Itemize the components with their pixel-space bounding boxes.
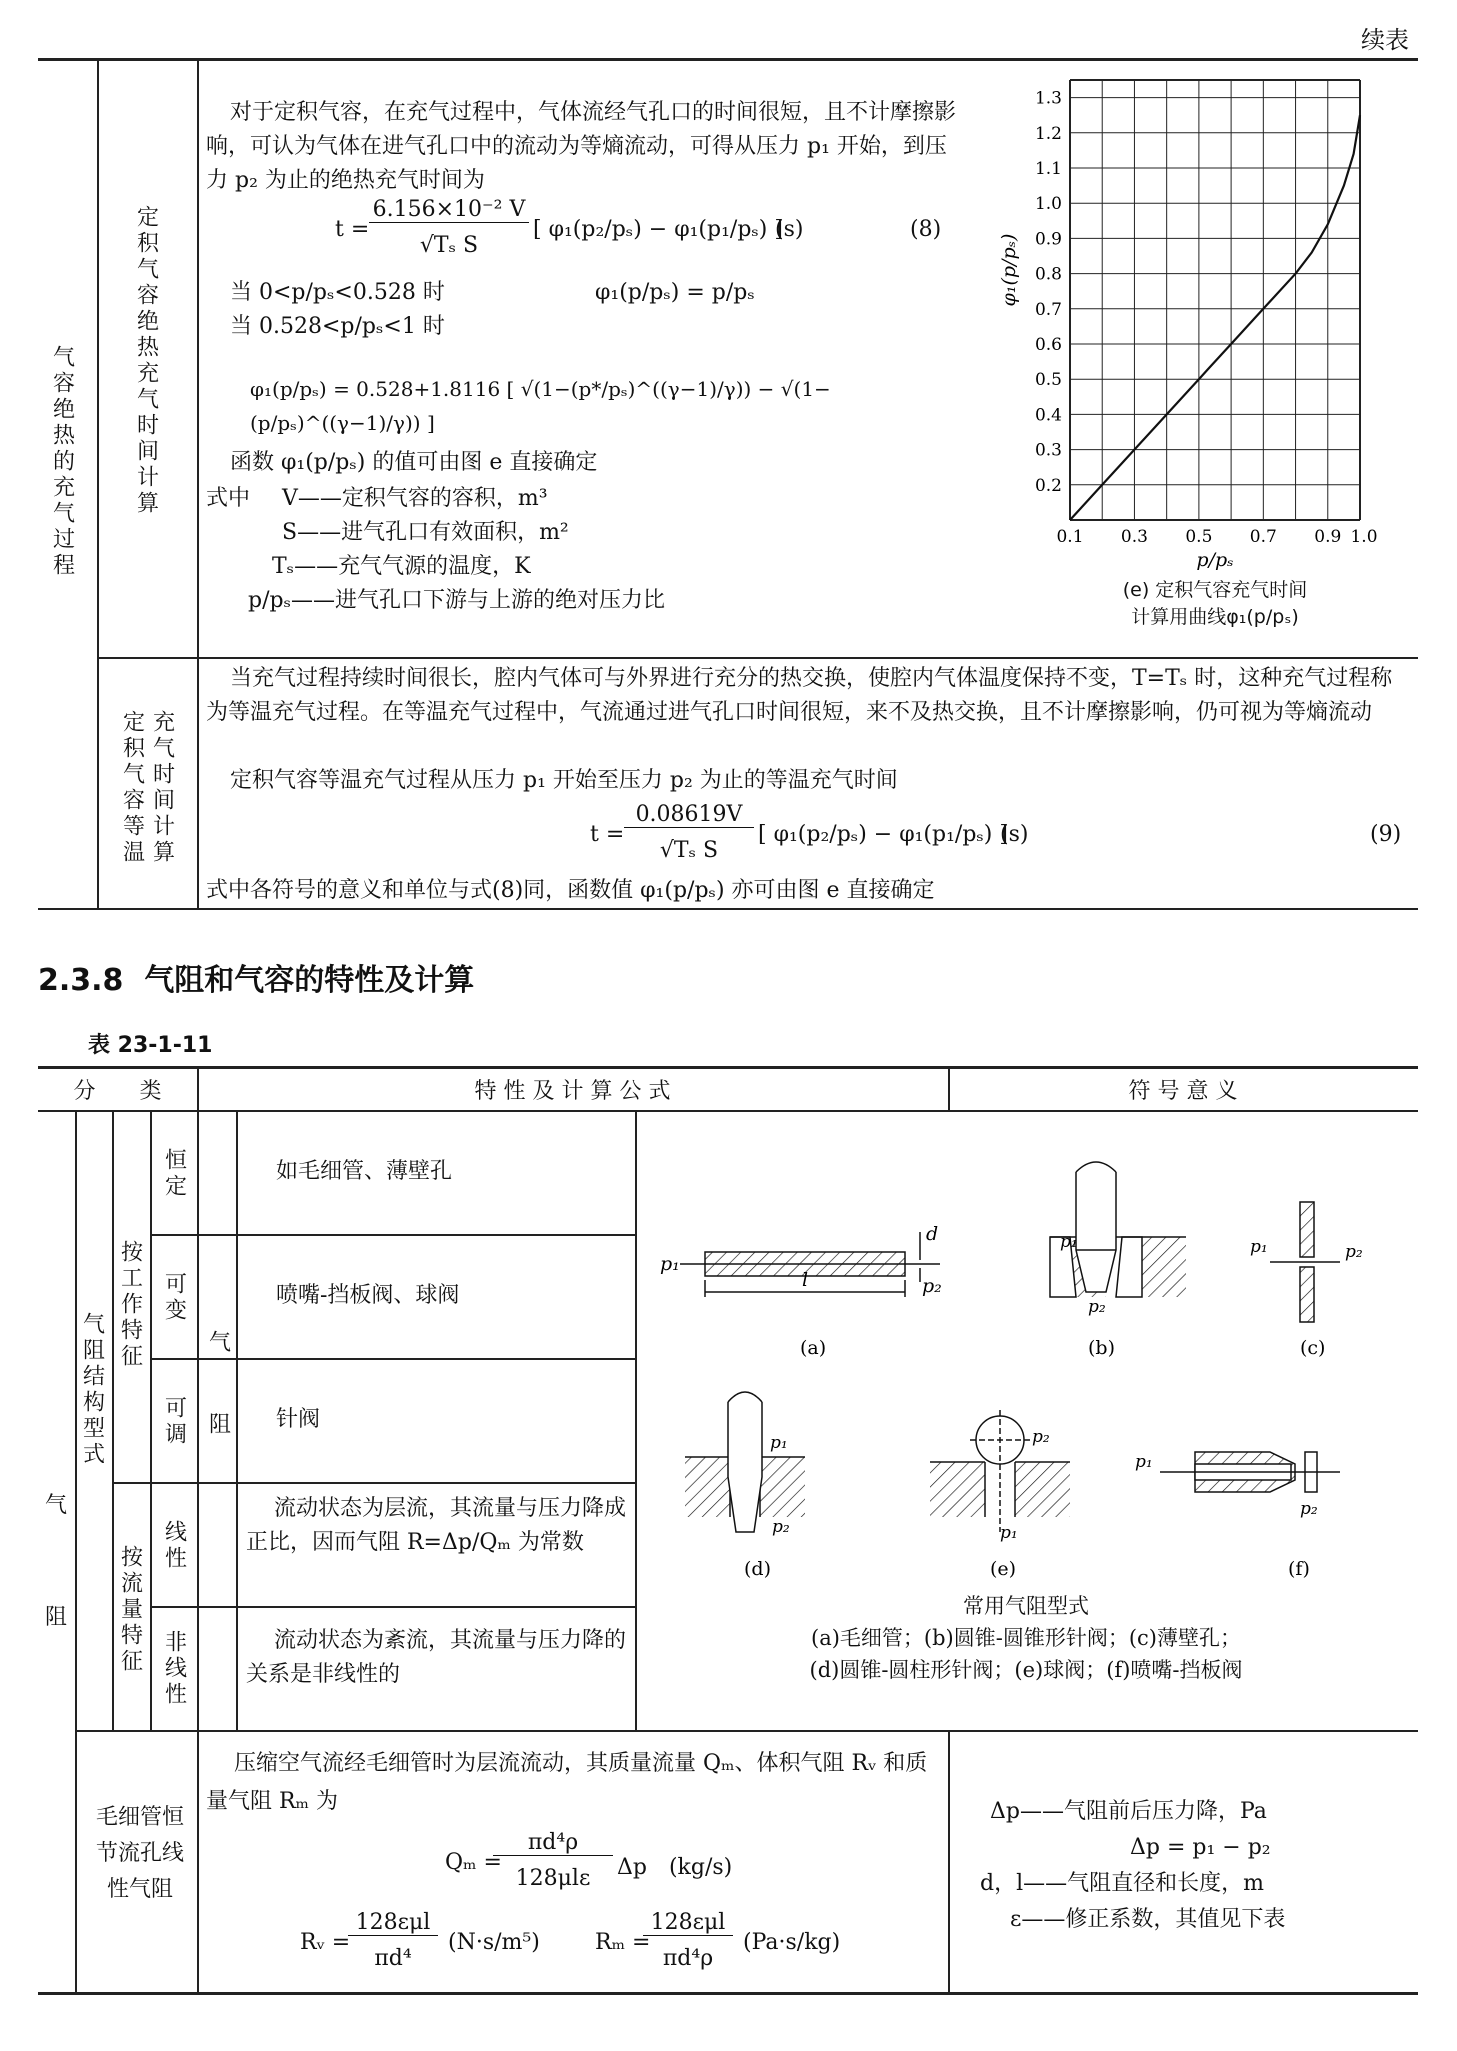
y-tick-label: 1.0: [1034, 194, 1062, 215]
svg-text:p₂: p₂: [1300, 1499, 1318, 1519]
continued-label: 续表: [1361, 26, 1409, 54]
svg-text:p₁: p₁: [1000, 1523, 1018, 1543]
y-axis-label: φ₁(p/pₛ): [998, 233, 1020, 307]
x-axis-label: p/pₛ: [1196, 549, 1234, 571]
eq-Qm: Qₘ = πd⁴ρ 128μlε Δp (kg/s): [445, 1830, 733, 1891]
fig-title: 常用气阻型式: [963, 1594, 1089, 1618]
cond1-eq: φ₁(p/pₛ) = p/pₛ: [595, 280, 755, 305]
svg-text:p₁: p₁: [1135, 1452, 1153, 1472]
eq8: t = 6.156×10⁻² V √Tₛ S [ φ₁(p₂/pₛ) − φ₁(p₁/pₛ) ] (s) (8): [335, 197, 942, 258]
top-rule: [38, 58, 1418, 61]
chart-caption-2: 计算用曲线φ₁(p/pₛ): [1131, 606, 1299, 628]
fig-legend-2: (d)圆锥-圆柱形针阀；(e)球阀；(f)喷嘴-挡板阀: [809, 1658, 1243, 1682]
cat-kebian: 可变: [161, 1272, 187, 1324]
cat-feixian: 非线性: [161, 1630, 187, 1708]
table-number: 表 23-1-11: [88, 1033, 213, 1058]
fig-e-label: (e): [990, 1558, 1017, 1580]
x-tick-label: 0.5: [1185, 527, 1213, 547]
struct-type: 气阻结构型式: [79, 1312, 105, 1468]
y-tick-label: 0.9: [1034, 229, 1062, 250]
row1-intro: 对于定积气容，在充气过程中，气体流经气孔口的时间很短，且不计摩擦影响，可认为气体在进气孔口中的流动为等熵流动，可得从压力 p₁ 开始，到压力 p₂ 为止的绝热充气时间为: [206, 100, 957, 193]
row2-text1: 当充气过程持续时间很长，腔内气体可与外界进行充分的热交换，使腔内气体温度保持不变，T=Tₛ 时，这种充气过程称为等温充气过程。在等温充气过程中，气流通过进气孔口时间很短，来不及热交换，且不计摩擦影响，仍可视为等熵流动: [206, 666, 1393, 725]
desc-feixian: 流动状态为紊流，其流量与压力降的关系是非线性的: [246, 1628, 627, 1687]
sym-eps: ε——修正系数，其值见下表: [1010, 1907, 1286, 1932]
phi-chart: [985, 72, 1405, 632]
head-formula: 特 性 及 计 算 公 式: [474, 1079, 671, 1104]
y-tick-label: 0.6: [1034, 335, 1062, 355]
cat-xian: 线性: [161, 1520, 187, 1572]
svg-text:p₁: p₁: [770, 1433, 788, 1453]
desc-kebian: 喷嘴-挡板阀、球阀: [276, 1283, 460, 1308]
fig-d-label: (d): [744, 1558, 771, 1580]
fig-a-label: (a): [800, 1337, 827, 1359]
fig-b-needle-valve: [1050, 1162, 1186, 1297]
svg-text:p₂: p₂: [772, 1517, 790, 1537]
row2-text2: 定积气容等温充气过程从压力 p₁ 开始至压力 p₂ 为止的等温充气时间: [230, 768, 898, 793]
y-tick-label: 1.2: [1034, 123, 1062, 144]
y-tick-label: 0.4: [1034, 405, 1062, 426]
x-tick-label: 0.3: [1120, 527, 1148, 547]
sym-dp-eq: Δp = p₁ − p₂: [1130, 1835, 1271, 1860]
cat-heng: 恒定: [161, 1148, 187, 1200]
func-note: 函数 φ₁(p/pₛ) 的值可由图 e 直接确定: [230, 450, 598, 475]
y-tick-label: 1.3: [1034, 88, 1062, 109]
gas-resistance-figures: [640, 1112, 1415, 1612]
eq-Rm: Rₘ = 128εμl πd⁴ρ (Pa·s/kg): [595, 1910, 841, 1971]
fig-a-capillary: [680, 1232, 940, 1297]
sym-dl: d，l——气阻直径和长度，m: [980, 1871, 1264, 1896]
eq9: t = 0.08619V √Tₛ S [ φ₁(p₂/pₛ) − φ₁(p₁/pₛ) ] (s) (9): [590, 802, 1402, 863]
svg-text:p₂: p₂: [1032, 1427, 1050, 1447]
section-label: 气容绝热的充气过程: [49, 345, 75, 579]
row2-text3: 式中各符号的意义和单位与式(8)同，函数值 φ₁(p/pₛ) 亦可由图 e 直接确定: [206, 878, 935, 903]
sym-V: V——定积气容的容积，m³: [282, 486, 548, 511]
desc-heng: 如毛细管、薄壁孔: [276, 1159, 453, 1184]
by-flow: 按流量特征: [117, 1545, 143, 1675]
row2-label-b: 充气时间计算: [149, 710, 175, 866]
svg-text:p₂: p₂: [1088, 1297, 1106, 1317]
row2-label-a: 定积气容等温: [119, 710, 145, 866]
svg-text:l: l: [802, 1269, 809, 1291]
where-lead: 式中: [206, 486, 251, 511]
svg-text:p₁: p₁: [1060, 1232, 1078, 1252]
fig-c-label: (c): [1300, 1337, 1326, 1359]
x-tick-label: 0.1: [1056, 527, 1084, 547]
fig-d-needle-valve: [685, 1392, 805, 1532]
head-symbol: 符 号 意 义: [1128, 1079, 1238, 1104]
cond2: 当 0.528<p/pₛ<1 时: [230, 314, 445, 339]
fig-c-orifice: [1270, 1202, 1340, 1322]
fig-legend-1: (a)毛细管；(b)圆锥-圆锥形针阀；(c)薄壁孔；: [811, 1626, 1241, 1650]
phi-curve: [1070, 115, 1360, 520]
svg-text:p₂: p₂: [922, 1275, 942, 1297]
by-work: 按工作特征: [117, 1240, 143, 1370]
y-tick-label: 0.8: [1034, 264, 1062, 285]
y-tick-label: 1.1: [1034, 159, 1062, 179]
fig-f-label: (f): [1288, 1558, 1310, 1580]
x-tick-label: 0.9: [1314, 527, 1342, 547]
cap-row-label: 毛细管恒节流孔线性气阻: [95, 1805, 184, 1902]
sym-pps: p/pₛ——进气孔口下游与上游的绝对压力比: [248, 588, 665, 613]
mid-label: 气阻: [205, 1330, 231, 1494]
svg-text:p₂: p₂: [1345, 1242, 1363, 1262]
desc-xian: 流动状态为层流，其流量与压力降成正比，因而气阻 R=Δp/Qₘ 为常数: [246, 1496, 627, 1555]
fig-b-label: (b): [1088, 1337, 1115, 1359]
head-class: 分 类: [73, 1079, 162, 1104]
sym-dp: Δp——气阻前后压力降，Pa: [990, 1799, 1267, 1824]
col-zu: 阻: [45, 1605, 68, 1630]
x-tick-label: 1.0: [1350, 527, 1378, 547]
sym-S: S——进气孔口有效面积，m²: [282, 520, 569, 545]
cap-text: 压缩空气流经毛细管时为层流流动，其质量流量 Qₘ、体积气阻 Rᵥ 和质量气阻 Rₘ 为: [206, 1751, 928, 1814]
col-qi: 气: [45, 1493, 68, 1518]
chart-caption-1: (e) 定积气容充气时间: [1122, 579, 1308, 601]
fig-f-nozzle-flapper: [1160, 1452, 1340, 1492]
section-heading: 2.3.8 气阻和气容的特性及计算: [38, 963, 475, 998]
eq-Rv: Rᵥ = 128εμl πd⁴ (N·s/m⁵): [300, 1910, 540, 1971]
desc-ketiao: 针阀: [276, 1407, 321, 1432]
cond1: 当 0<p/pₛ<0.528 时: [230, 280, 445, 305]
cat-ketiao: 可调: [161, 1396, 187, 1448]
phi-eq: φ₁(p/pₛ) = 0.528+1.8116 [ √(1−(p*/pₛ)^((γ−1)/γ)) − √(1−(p/pₛ)^((γ−1)/γ)) ]: [250, 377, 831, 435]
svg-text:p₁: p₁: [1250, 1237, 1268, 1257]
row1-label: 定积气容绝热充气时间计算: [133, 205, 159, 517]
svg-text:p₁: p₁: [660, 1253, 680, 1275]
sym-Ts: Tₛ——充气气源的温度，K: [272, 554, 531, 579]
x-tick-label: 0.7: [1249, 527, 1277, 547]
y-tick-label: 0.3: [1034, 440, 1062, 461]
y-tick-label: 0.5: [1034, 370, 1062, 391]
y-tick-label: 0.2: [1034, 475, 1062, 496]
svg-text:d: d: [926, 1223, 939, 1245]
y-tick-label: 0.7: [1034, 299, 1062, 320]
